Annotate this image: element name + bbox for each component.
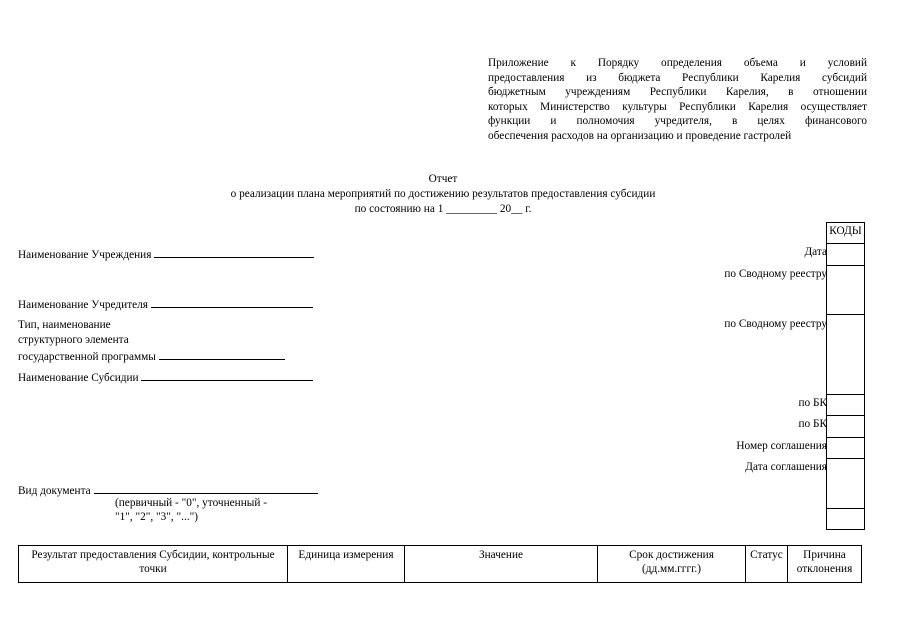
doc-type-field[interactable] — [18, 482, 318, 498]
institution-field[interactable] — [18, 246, 314, 262]
code-cell-doc-type[interactable] — [826, 508, 865, 530]
results-table — [18, 545, 862, 583]
subsidy-input-line[interactable] — [141, 369, 313, 381]
report-title: Отчет — [428, 173, 458, 185]
codes-label-agreement-date: Дата соглашения — [745, 461, 827, 473]
doc-type-hint-line1: (первичный - "0", уточненный - — [115, 497, 267, 509]
codes-header: КОДЫ — [826, 222, 865, 244]
program-label-line2: структурного элемента — [18, 334, 129, 346]
doc-type-label: Вид документа — [18, 485, 91, 497]
program-label-line3: государственной программы — [18, 351, 156, 363]
institution-input-line[interactable] — [154, 246, 314, 258]
founder-input-line[interactable] — [151, 296, 313, 308]
code-cell-agreement-number[interactable] — [826, 437, 865, 459]
annex-text — [488, 56, 867, 144]
annex-line: Приложение к Порядку определения объема и условий — [488, 57, 867, 69]
program-field[interactable] — [18, 318, 285, 365]
table-header-row — [19, 546, 862, 583]
code-cell-registry-2[interactable] — [826, 314, 865, 395]
code-cell-date[interactable] — [826, 243, 865, 266]
code-cell-agreement-date[interactable] — [826, 458, 865, 509]
report-subtitle: о реализации плана мероприятий по достижению результатов предоставления субсидии — [230, 188, 656, 200]
col-header-deadline: Срок достижения (дд.мм.гггг.) — [598, 546, 746, 583]
annex-line: функции и полномочия учредителя, в целях финансового — [488, 115, 867, 128]
institution-label: Наименование Учреждения — [18, 249, 152, 261]
annex-line: предоставления из бюджета Республики Карелия субсидий — [488, 71, 867, 84]
subsidy-label: Наименование Субсидии — [18, 372, 139, 384]
report-date-line: по состоянию на 1 _________ 20__ г. — [354, 203, 532, 215]
doc-type-hint-line2: "1", "2", "3", "...") — [115, 511, 199, 523]
code-cell-registry-1[interactable] — [826, 265, 865, 315]
col-header-status: Статус — [746, 546, 788, 583]
codes-column — [826, 222, 867, 530]
program-label-line1: Тип, наименование — [18, 319, 111, 331]
code-cell-bk-2[interactable] — [826, 415, 865, 438]
col-header-reason: Причина отклонения — [788, 546, 862, 583]
col-header-unit: Единица измерения — [288, 546, 405, 583]
codes-label-agreement-number: Номер соглашения — [736, 440, 827, 452]
doc-type-input-line[interactable] — [94, 482, 318, 494]
annex-line: которых Министерство культуры Республики Карелия осуществляет — [488, 100, 867, 113]
code-cell-bk-1[interactable] — [826, 394, 865, 416]
codes-label-registry-1: по Сводному реестру — [724, 268, 827, 280]
annex-line: бюджетным учреждениям Республики Карелия, в отношении — [488, 86, 867, 99]
subsidy-field[interactable] — [18, 369, 313, 385]
col-header-value: Значение — [405, 546, 598, 583]
founder-label: Наименование Учредителя — [18, 299, 148, 311]
codes-label-bk-1: по БК — [798, 397, 827, 409]
codes-label-bk-2: по БК — [798, 418, 827, 430]
annex-line: обеспечения расходов на организацию и проведение гастролей — [488, 129, 792, 142]
codes-label-registry-2: по Сводному реестру — [724, 318, 827, 330]
program-input-line[interactable] — [159, 348, 285, 360]
founder-field[interactable] — [18, 296, 313, 312]
col-header-result: Результат предоставления Субсидии, контрольные точки — [19, 546, 288, 583]
codes-label-date: Дата — [804, 246, 827, 258]
